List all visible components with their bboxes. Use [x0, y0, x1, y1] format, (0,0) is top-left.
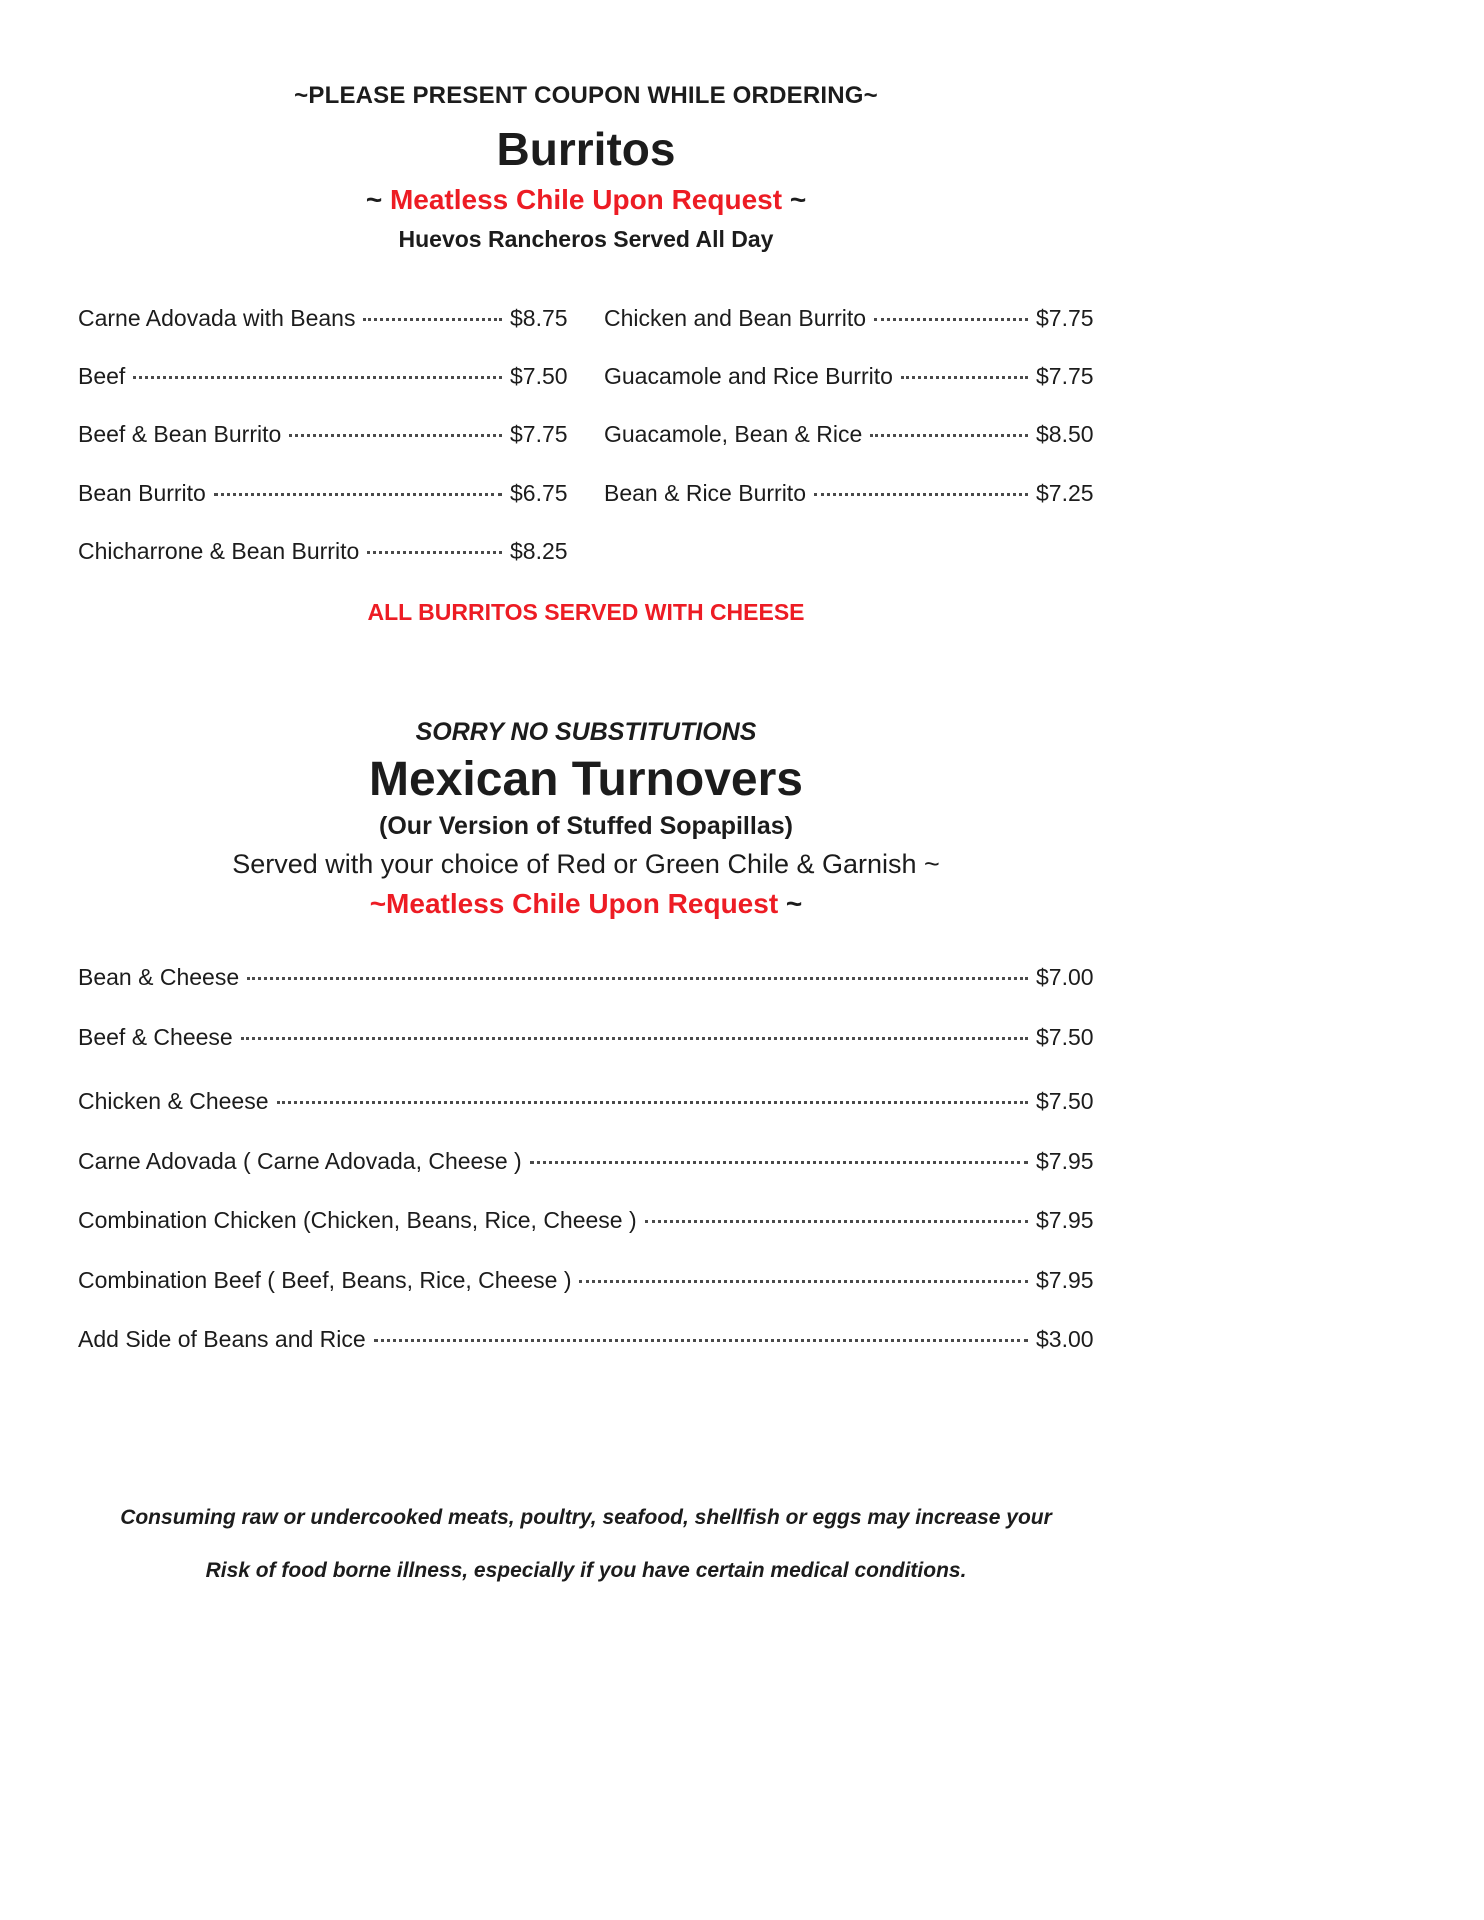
menu-item	[78, 480, 568, 506]
menu-item	[78, 1207, 1094, 1233]
item-name: Chicken and Bean Burrito	[604, 304, 867, 331]
item-name: Bean & Rice Burrito	[604, 479, 806, 506]
menu-page	[78, 0, 1094, 1583]
huevos-note: Huevos Rancheros Served All Day	[398, 225, 774, 252]
item-name: Carne Adovada ( Carne Adovada, Cheese )	[78, 1147, 522, 1174]
item-name: Beef & Cheese	[78, 1023, 233, 1050]
dotted-leader	[277, 1101, 1029, 1104]
burritos-left-column	[78, 305, 568, 597]
item-price: $7.95	[1036, 1207, 1094, 1234]
item-price: $8.50	[1036, 421, 1094, 448]
turnovers-subtitle-sopapillas: (Our Version of Stuffed Sopapillas)	[379, 812, 793, 841]
dotted-leader	[645, 1220, 1028, 1223]
turnovers-subtitle-chile: Served with your choice of Red or Green Chile & Garnish ~	[232, 849, 940, 880]
cheese-note: ALL BURRITOS SERVED WITH CHEESE	[367, 598, 805, 625]
burritos-menu-list	[78, 305, 1094, 597]
item-price: $8.75	[510, 304, 568, 331]
turnovers-menu-list	[78, 964, 1094, 1352]
burritos-title: Burritos	[496, 123, 676, 175]
tilde-prefix: ~	[365, 183, 390, 215]
item-price: $7.75	[510, 421, 568, 448]
item-name: Bean & Cheese	[78, 964, 240, 991]
item-name: Chicken & Cheese	[78, 1088, 269, 1115]
dotted-leader	[214, 493, 502, 496]
dotted-leader	[870, 434, 1028, 437]
item-name: Bean Burrito	[78, 479, 206, 506]
item-name: Chicharrone & Bean Burrito	[78, 538, 360, 565]
item-name: Guacamole, Bean & Rice	[604, 421, 863, 448]
meatless-text: ~Meatless Chile Upon Request	[369, 888, 779, 920]
turnovers-title: Mexican Turnovers	[369, 752, 803, 806]
dotted-leader	[530, 1161, 1028, 1164]
item-price: $7.50	[1036, 1023, 1094, 1050]
menu-item	[78, 1024, 1094, 1050]
item-price: $7.95	[1036, 1266, 1094, 1293]
item-price: $6.75	[510, 479, 568, 506]
disclaimer-line-1: Consuming raw or undercooked meats, poultry, seafood, shellfish or eggs may increase your	[120, 1505, 1052, 1529]
dotted-leader	[367, 551, 502, 554]
menu-item	[78, 964, 1094, 990]
burritos-meatless-note	[78, 184, 1094, 216]
menu-item	[78, 1148, 1094, 1174]
item-name: Beef	[78, 362, 126, 389]
dotted-leader	[247, 977, 1028, 980]
dotted-leader	[363, 318, 502, 321]
menu-item	[78, 421, 568, 447]
menu-item	[78, 363, 568, 389]
dotted-leader	[374, 1339, 1028, 1342]
menu-item	[78, 305, 568, 331]
coupon-note: ~PLEASE PRESENT COUPON WHILE ORDERING~	[294, 82, 878, 109]
health-disclaimer	[78, 1505, 1094, 1583]
menu-item	[78, 538, 568, 564]
item-name: Guacamole and Rice Burrito	[604, 362, 893, 389]
menu-item	[604, 363, 1094, 389]
dotted-leader	[874, 318, 1028, 321]
item-name: Combination Beef ( Beef, Beans, Rice, Cheese )	[78, 1266, 572, 1293]
burritos-right-column	[604, 305, 1094, 597]
menu-item	[78, 1326, 1094, 1352]
item-price: $7.50	[1036, 1088, 1094, 1115]
item-price: $7.25	[1036, 479, 1094, 506]
tilde-suffix: ~	[778, 888, 803, 920]
dotted-leader	[814, 493, 1028, 496]
item-price: $8.25	[510, 538, 568, 565]
item-name: Combination Chicken (Chicken, Beans, Rice, Cheese )	[78, 1207, 637, 1234]
turnovers-meatless-note	[78, 888, 1094, 920]
dotted-leader	[241, 1037, 1028, 1040]
disclaimer-line-2: Risk of food borne illness, especially if you have certain medical conditions.	[205, 1558, 967, 1582]
meatless-text: Meatless Chile Upon Request	[389, 183, 783, 215]
item-price: $7.95	[1036, 1147, 1094, 1174]
dotted-leader	[901, 376, 1028, 379]
item-price: $7.75	[1036, 362, 1094, 389]
item-name: Beef & Bean Burrito	[78, 421, 282, 448]
dotted-leader	[579, 1280, 1028, 1283]
item-name: Add Side of Beans and Rice	[78, 1326, 366, 1353]
no-substitutions-note: SORRY NO SUBSTITUTIONS	[415, 717, 757, 746]
tilde-suffix: ~	[782, 183, 807, 215]
menu-item	[604, 305, 1094, 331]
dotted-leader	[133, 376, 502, 379]
item-price: $7.00	[1036, 964, 1094, 991]
menu-item	[78, 1267, 1094, 1293]
item-name: Carne Adovada with Beans	[78, 304, 356, 331]
dotted-leader	[289, 434, 502, 437]
item-price: $7.75	[1036, 304, 1094, 331]
item-price: $7.50	[510, 362, 568, 389]
menu-item	[78, 1088, 1094, 1114]
item-price: $3.00	[1036, 1326, 1094, 1353]
menu-item	[604, 480, 1094, 506]
menu-item	[604, 421, 1094, 447]
